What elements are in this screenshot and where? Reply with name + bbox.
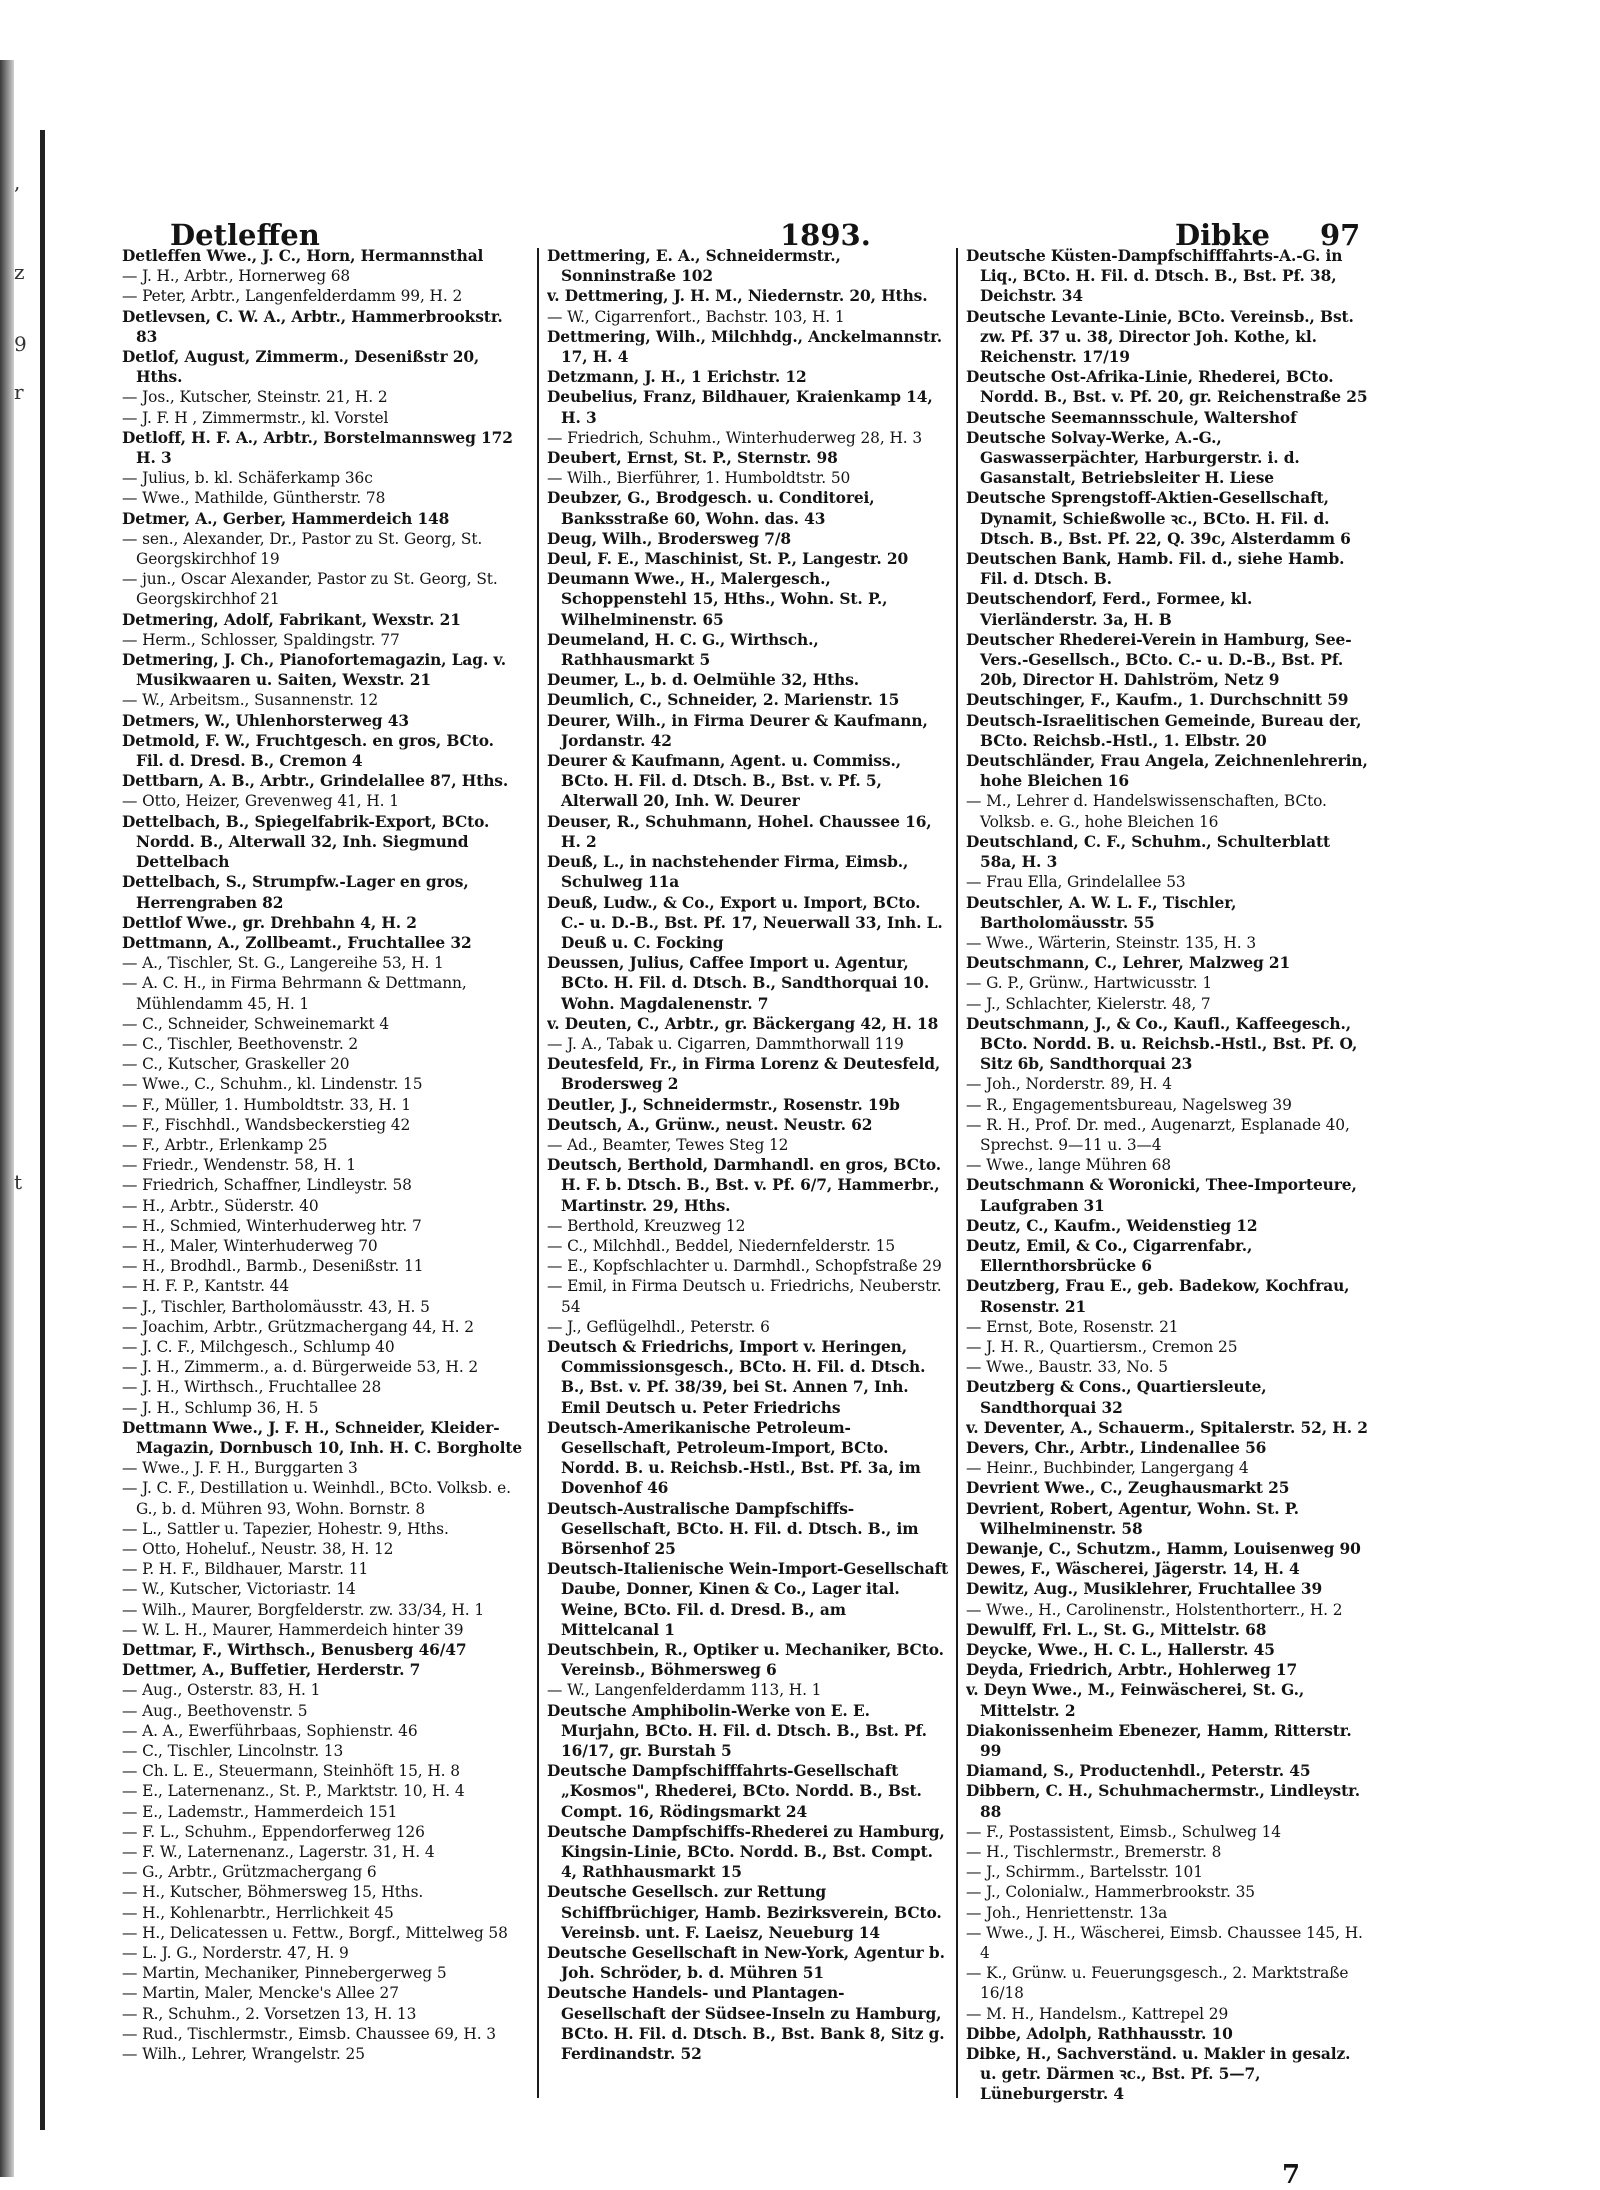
directory-entry: Deutsch, Berthold, Darmhandl. en gros, BCto. H. F. b. Dtsch. B., Bst. v. Pf. 6/7, Hammerbr., Martinstr. 29, Hths. — [547, 1156, 942, 1215]
directory-entry: — W. L. H., Maurer, Hammerdeich hinter 39 — [122, 1620, 464, 1639]
directory-entry: — H., Schmied, Winterhuderweg htr. 7 — [122, 1216, 422, 1235]
page-number: 97 — [1320, 218, 1361, 252]
directory-entry: Detlof, August, Zimmerm., Desenißstr 20, Hths. — [122, 348, 480, 387]
directory-entry: — J. H., Wirthsch., Fruchtallee 28 — [122, 1378, 382, 1397]
directory-entry: Deutsche Küsten-Dampfschifffahrts-A.-G. in Liq., BCto. H. Fil. d. Dtsch. B., Bst. Pf. 38, Deichstr. 34 — [966, 247, 1343, 306]
previous-page-rule — [40, 130, 45, 2130]
previous-page-edge — [0, 60, 44, 2177]
directory-entry: — Wwe., C., Schuhm., kl. Lindenstr. 15 — [122, 1075, 423, 1094]
directory-entry: Deutschländer, Frau Angela, Zeichnenlehrerin, hohe Bleichen 16 — [966, 752, 1368, 791]
directory-entry: Deutsche Handels- und Plantagen-Gesellschaft der Südsee-Inseln zu Hamburg, BCto. H. Fil. d. Dtsch. B., Bst. Bank 8, Sitz g. Ferdinandstr. 52 — [547, 1984, 945, 2064]
directory-entry: — H., Tischlermstr., Bremerstr. 8 — [966, 1843, 1222, 1862]
directory-entry: — C., Tischler, Beethovenstr. 2 — [122, 1034, 359, 1053]
directory-entry: Detmold, F. W., Fruchtgesch. en gros, BCto. Fil. d. Dresd. B., Cremon 4 — [122, 731, 494, 771]
directory-entry: Detmering, Adolf, Fabrikant, Wexstr. 21 — [122, 610, 461, 629]
directory-entry: Detzmann, J. H., 1 Erichstr. 12 — [547, 368, 807, 387]
directory-entry: — Ernst, Bote, Rosenstr. 21 — [966, 1317, 1179, 1336]
directory-entry: — J., Geflügelhdl., Peterstr. 6 — [547, 1317, 770, 1336]
directory-entry: — Joachim, Arbtr., Grützmachergang 44, H. 2 — [122, 1317, 474, 1336]
directory-entry: — Wwe., Wärterin, Steinstr. 135, H. 3 — [966, 933, 1257, 952]
directory-entry: Deyda, Friedrich, Arbtr., Hohlerweg 17 — [966, 1661, 1298, 1680]
directory-entry: — J., Schlachter, Kielerstr. 48, 7 — [966, 994, 1211, 1013]
directory-entry: Dibbern, C. H., Schuhmachermstr., Lindleystr. 88 — [966, 1782, 1360, 1821]
directory-entry: — H., Kutscher, Böhmersweg 15, Hths. — [122, 1883, 424, 1902]
directory-entry: — J. H., Arbtr., Hornerweg 68 — [122, 267, 351, 286]
directory-entry: — W., Cigarrenfort., Bachstr. 103, H. 1 — [547, 307, 845, 326]
directory-entry: Dibke, H., Sachverständ. u. Makler in gesalz. u. getr. Därmen ꝛc., Bst. Pf. 5—7, Lüneburgerstr. 4 — [966, 2045, 1351, 2104]
directory-entry: — Martin, Mechaniker, Pinnebergerweg 5 — [122, 1964, 447, 1983]
prev-page-glyph: t — [14, 1170, 23, 1194]
directory-entry: — C., Tischler, Lincolnstr. 13 — [122, 1742, 344, 1761]
directory-entry: Dettmar, F., Wirthsch., Benusberg 46/47 — [122, 1641, 467, 1660]
directory-entry: Detleffen Wwe., J. C., Horn, Hermannsthal — [122, 247, 484, 265]
directory-entry: — Wwe., J. H., Wäscherei, Eimsb. Chaussee 145, H. 4 — [966, 1923, 1363, 1963]
prev-page-glyph: 9 — [14, 332, 27, 356]
directory-entry: — J., Colonialw., Hammerbrookstr. 35 — [966, 1883, 1255, 1902]
running-head-right: Dibke — [1175, 218, 1270, 252]
directory-entry: Deussen, Julius, Caffee Import u. Agentur, BCto. H. Fil. d. Dtsch. B., Sandthorquai 10. Wohn. Magdalenenstr. 7 — [547, 954, 930, 1013]
directory-entry: — Friedrich, Schaffner, Lindleystr. 58 — [122, 1176, 412, 1195]
directory-entry: Deutz, C., Kaufm., Weidenstieg 12 — [966, 1216, 1258, 1235]
directory-entry: — F., Arbtr., Erlenkamp 25 — [122, 1135, 328, 1154]
page-edge-shadow — [0, 60, 14, 2177]
directory-entry: — P. H. F., Bildhauer, Marstr. 11 — [122, 1560, 369, 1579]
directory-entry: — H., Kohlenarbtr., Herrlichkeit 45 — [122, 1903, 394, 1922]
directory-entry: Deumlich, C., Schneider, 2. Marienstr. 15 — [547, 691, 900, 710]
directory-entry: Deutsch-Australische Dampfschiffs-Gesellschaft, BCto. H. Fil. d. Dtsch. B., im Börsenhof 25 — [547, 1499, 919, 1558]
directory-entry: — H., Maler, Winterhuderweg 70 — [122, 1236, 378, 1255]
directory-entry: Deutzberg, Frau E., geb. Badekow, Kochfrau, Rosenstr. 21 — [966, 1277, 1350, 1316]
directory-entry: — F. L., Schuhm., Eppendorferweg 126 — [122, 1822, 425, 1841]
directory-entry: — C., Schneider, Schweinemarkt 4 — [122, 1014, 390, 1033]
directory-entry: Deug, Wilh., Brodersweg 7/8 — [547, 529, 791, 548]
directory-entry: Detlevsen, C. W. A., Arbtr., Hammerbrookstr. 83 — [122, 307, 503, 346]
directory-entry: Deutsche Solvay-Werke, A.-G., Gaswasserpächter, Harburgerstr. i. d. Gasanstalt, Betriebsleiter H. Liese — [966, 428, 1300, 488]
prev-page-glyph: r — [14, 380, 24, 404]
directory-entry: — W., Arbeitsm., Susannenstr. 12 — [122, 691, 379, 710]
directory-entry: Deutschland, C. F., Schuhm., Schulterblatt 58a, H. 3 — [966, 832, 1331, 872]
directory-entry: Deutz, Emil, & Co., Cigarrenfabr., Ellernthorsbrücke 6 — [966, 1236, 1253, 1276]
directory-entry: Deutsche Amphibolin-Werke von E. E. Murjahn, BCto. H. Fil. d. Dtsch. B., Bst. Pf. 16/17, gr. Burstah 5 — [547, 1701, 927, 1761]
directory-entry: Diakonissenheim Ebenezer, Hamm, Ritterstr. 99 — [966, 1721, 1352, 1761]
directory-entry: — sen., Alexander, Dr., Pastor zu St. Georg, St. Georgskirchhof 19 — [122, 529, 483, 569]
directory-entry: — Otto, Heizer, Grevenweg 41, H. 1 — [122, 792, 399, 811]
directory-entry: Deutschler, A. W. L. F., Tischler, Bartholomäusstr. 55 — [966, 893, 1237, 932]
directory-entry: Detmers, W., Uhlenhorsterweg 43 — [122, 711, 409, 730]
directory-entry: Deutschen Bank, Hamb. Fil. d., siehe Hamb. Fil. d. Dtsch. B. — [966, 550, 1345, 589]
directory-entry: — E., Laternenanz., St. P., Marktstr. 10, H. 4 — [122, 1782, 465, 1801]
directory-entry: Deubelius, Franz, Bildhauer, Kraienkamp 14, H. 3 — [547, 388, 933, 427]
directory-entry: Deutschinger, F., Kaufm., 1. Durchschnitt 59 — [966, 691, 1349, 710]
directory-entry: Dettlof Wwe., gr. Drehbahn 4, H. 2 — [122, 913, 417, 932]
running-head-left: Detleffen — [170, 218, 320, 252]
directory-entry: Detmering, J. Ch., Pianofortemagazin, Lag. v. Musikwaaren u. Saiten, Wexstr. 21 — [122, 651, 507, 690]
directory-entry: Deycke, Wwe., H. C. L., Hallerstr. 45 — [966, 1641, 1275, 1660]
directory-entry: Deurer & Kaufmann, Agent. u. Commiss., BCto. H. Fil. d. Dtsch. B., Bst. v. Pf. 5, Alterwall 20, Inh. W. Deurer — [547, 752, 902, 811]
directory-entry: — Wwe., lange Mühren 68 — [966, 1156, 1172, 1175]
directory-entry: Deutschendorf, Ferd., Formee, kl. Vierländerstr. 3a, H. B — [966, 590, 1253, 629]
column-divider — [537, 248, 539, 2098]
directory-entry: — H. F. P., Kantstr. 44 — [122, 1277, 290, 1296]
directory-entry: — W., Kutscher, Victoriastr. 14 — [122, 1580, 356, 1599]
directory-entry: — Wwe., J. F. H., Burggarten 3 — [122, 1459, 358, 1478]
directory-entry: Deutschmann, J., & Co., Kaufl., Kaffeegesch., BCto. Nordd. B. u. Reichsb.-Hstl., Bst. Pf. O, Sitz 6b, Sandthorquai 23 — [966, 1014, 1358, 1074]
running-head-year: 1893. — [780, 218, 871, 252]
directory-entry: Deuser, R., Schuhmann, Hohel. Chaussee 16, H. 2 — [547, 812, 932, 851]
directory-entry: — J., Schirmm., Bartelsstr. 101 — [966, 1863, 1203, 1882]
directory-entry: — A. A., Ewerführbaas, Sophienstr. 46 — [122, 1721, 418, 1740]
directory-entry: — Berthold, Kreuzweg 12 — [547, 1216, 746, 1235]
directory-entry: Dettmann Wwe., J. F. H., Schneider, Kleider-Magazin, Dornbusch 10, Inh. H. C. Borgholte — [122, 1418, 523, 1457]
directory-entry: Deutsch-Amerikanische Petroleum-Gesellschaft, Petroleum-Import, BCto. Nordd. B. u. Reichsb.-Hstl., Bst. Pf. 3a, im Dovenhof 46 — [547, 1418, 921, 1498]
directory-entry: — J., Tischler, Bartholomäusstr. 43, H. 5 — [122, 1297, 430, 1316]
column-2 — [547, 246, 949, 2106]
directory-entry: — H., Delicatessen u. Fettw., Borgf., Mittelweg 58 — [122, 1923, 508, 1942]
directory-entry: Dewes, F., Wäscherei, Jägerstr. 14, H. 4 — [966, 1560, 1300, 1579]
directory-entry: Deutschmann, C., Lehrer, Malzweg 21 — [966, 954, 1291, 973]
directory-entry: — M. H., Handelsm., Kattrepel 29 — [966, 2004, 1229, 2023]
directory-entry: Deutesfeld, Fr., in Firma Lorenz & Deutesfeld, Brodersweg 2 — [547, 1055, 941, 1094]
directory-entry: — A. C. H., in Firma Behrmann & Dettmann, Mühlendamm 45, H. 1 — [122, 974, 467, 1013]
directory-entry: Deutsch-Italienische Wein-Import-Gesellschaft Daube, Donner, Kinen & Co., Lager ital. Weine, BCto. Fil. d. Dresd. B., am Mittelcanal 1 — [547, 1560, 949, 1639]
directory-entry: v. Dettmering, J. H. M., Niedernstr. 20, Hths. — [547, 287, 928, 306]
directory-entry: — Wwe., Mathilde, Güntherstr. 78 — [122, 489, 386, 508]
directory-entry: — J. H., Zimmerm., a. d. Bürgerweide 53, H. 2 — [122, 1358, 479, 1377]
directory-entry: — F., Postassistent, Eimsb., Schulweg 14 — [966, 1822, 1281, 1841]
directory-entry: — jun., Oscar Alexander, Pastor zu St. Georg, St. Georgskirchhof 21 — [122, 570, 498, 609]
directory-entry: — F., Fischhdl., Wandsbeckerstieg 42 — [122, 1115, 411, 1134]
directory-entry: — J. A., Tabak u. Cigarren, Dammthorwall 119 — [547, 1034, 904, 1053]
directory-entry: — Frau Ella, Grindelallee 53 — [966, 873, 1186, 892]
directory-entry: Deutschmann & Woronicki, Thee-Importeure, Laufgraben 31 — [966, 1176, 1357, 1215]
directory-entry: — M., Lehrer d. Handelswissenschaften, BCto. Volksb. e. G., hohe Bleichen 16 — [966, 792, 1327, 831]
directory-entry: — H., Arbtr., Süderstr. 40 — [122, 1196, 319, 1215]
directory-entry: — Peter, Arbtr., Langenfelderdamm 99, H. 2 — [122, 287, 463, 306]
column-3 — [966, 246, 1368, 2106]
directory-entry: Deuß, L., in nachstehender Firma, Eimsb., Schulweg 11a — [547, 853, 909, 892]
directory-entry: Deutsch & Friedrichs, Import v. Heringen, Commissionsgesch., BCto. H. Fil. d. Dtsch. B., Bst. v. Pf. 38/39, bei St. Annen 7, Inh. Emil Deutsch u. Peter Friedrichs — [547, 1337, 926, 1417]
directory-entry: Dettmer, A., Buffetier, Herderstr. 7 — [122, 1661, 421, 1680]
directory-entry: Detloff, H. F. A., Arbtr., Borstelmannsweg 172 H. 3 — [122, 428, 513, 468]
directory-entry: Deurer, Wilh., in Firma Deurer & Kaufmann, Jordanstr. 42 — [547, 711, 928, 750]
directory-entry: — E., Kopfschlachter u. Darmhdl., Schopfstraße 29 — [547, 1257, 942, 1276]
directory-entry: Dettelbach, B., Spiegelfabrik-Export, BCto. Nordd. B., Alterwall 32, Inh. Siegmund Dettelbach — [122, 812, 490, 872]
directory-entry: Deutler, J., Schneidermstr., Rosenstr. 19b — [547, 1095, 900, 1114]
directory-entry: Deutsche Dampfschifffahrts-Gesellschaft „Kosmos", Rhederei, BCto. Nordd. B., Bst. Compt. 16, Rödingsmarkt 24 — [547, 1762, 922, 1821]
directory-entry: — K., Grünw. u. Feuerungsgesch., 2. Marktstraße 16/18 — [966, 1964, 1349, 2003]
directory-entry: Dettmering, E. A., Schneidermstr., Sonninstraße 102 — [547, 247, 841, 286]
directory-entry: Dettelbach, S., Strumpfw.-Lager en gros, Herrengraben 82 — [122, 873, 469, 912]
directory-entry: Devrient, Robert, Agentur, Wohn. St. P. Wilhelminenstr. 58 — [966, 1499, 1299, 1538]
directory-entry: — Wilh., Maurer, Borgfelderstr. zw. 33/34, H. 1 — [122, 1600, 485, 1619]
column-divider — [956, 248, 958, 2098]
directory-entry: Deutsche Seemannsschule, Waltershof — [966, 408, 1297, 427]
directory-entry: — Jos., Kutscher, Steinstr. 21, H. 2 — [122, 388, 388, 407]
directory-entry: Deul, F. E., Maschinist, St. P., Langestr. 20 — [547, 550, 909, 569]
directory-entry: — A., Tischler, St. G., Langereihe 53, H. 1 — [122, 954, 444, 973]
directory-entry: — J. C. F., Destillation u. Weinhdl., BCto. Volksb. e. G., b. d. Mühren 93, Wohn. Bornstr. 8 — [122, 1479, 511, 1518]
directory-entry: Deutsche Dampfschiffs-Rhederei zu Hamburg, Kingsin-Linie, BCto. Nordd. B., Bst. Compt. 4, Rathhausmarkt 15 — [547, 1822, 945, 1882]
directory-entry: Dewitz, Aug., Musiklehrer, Fruchtallee 39 — [966, 1580, 1323, 1599]
directory-entry: — G. P., Grünw., Hartwicusstr. 1 — [966, 974, 1213, 993]
directory-entry: — E., Lademstr., Hammerdeich 151 — [122, 1802, 398, 1821]
directory-entry: — J. H. R., Quartiersm., Cremon 25 — [966, 1337, 1238, 1356]
directory-entry: — J. H., Schlump 36, H. 5 — [122, 1398, 319, 1417]
directory-entry: Devers, Chr., Arbtr., Lindenallee 56 — [966, 1438, 1267, 1457]
directory-entry: Diamand, S., Productenhdl., Peterstr. 45 — [966, 1762, 1311, 1781]
directory-entry: — L., Sattler u. Tapezier, Hohestr. 9, Hths. — [122, 1519, 449, 1538]
directory-entry: v. Deventer, A., Schauerm., Spitalerstr. 52, H. 2 — [966, 1418, 1368, 1437]
prev-page-glyph: , — [14, 170, 21, 194]
directory-entry: Deumer, L., b. d. Oelmühle 32, Hths. — [547, 671, 860, 690]
directory-entry: — C., Milchhdl., Beddel, Niedernfelderstr. 15 — [547, 1236, 896, 1255]
directory-entry: v. Deuten, C., Arbtr., gr. Bäckergang 42, H. 18 — [547, 1014, 939, 1033]
directory-entry: — Julius, b. kl. Schäferkamp 36c — [122, 469, 373, 488]
directory-entry: Dibbe, Adolph, Rathhausstr. 10 — [966, 2024, 1233, 2043]
directory-entry: Deutscher Rhederei-Verein in Hamburg, See-Vers.-Gesellsch., BCto. C.- u. D.-B., Bst. Pf. 20b, Director H. Dahlström, Netz 9 — [966, 630, 1352, 690]
directory-entry: Deutsche Gesellsch. zur Rettung Schiffbrüchiger, Hamb. Bezirksverein, BCto. Vereinsb. unt. F. Laeisz, Neueburg 14 — [547, 1883, 942, 1942]
directory-entry: — Ad., Beamter, Tewes Steg 12 — [547, 1135, 789, 1154]
directory-entry: Dewanje, C., Schutzm., Hamm, Louisenweg 90 — [966, 1540, 1361, 1558]
directory-entry: — F., Müller, 1. Humboldtstr. 33, H. 1 — [122, 1095, 411, 1114]
directory-entry: — Wwe., H., Carolinenstr., Holstenthorterr., H. 2 — [966, 1600, 1343, 1619]
directory-entry: Devrient Wwe., C., Zeughausmarkt 25 — [966, 1479, 1290, 1498]
directory-entry: — Wwe., Baustr. 33, No. 5 — [966, 1358, 1168, 1377]
directory-entry: — L. J. G., Norderstr. 47, H. 9 — [122, 1944, 349, 1963]
directory-entry: — Ch. L. E., Steuermann, Steinhöft 15, H. 8 — [122, 1762, 460, 1781]
directory-entry: Dettmann, A., Zollbeamt., Fruchtallee 32 — [122, 933, 472, 952]
directory-entry: Deutsche Levante-Linie, BCto. Vereinsb., Bst. zw. Pf. 37 u. 38, Director Joh. Kothe, kl. Reichenstr. 17/19 — [966, 307, 1354, 367]
directory-entry: Dettbarn, A. B., Arbtr., Grindelallee 87, Hths. — [122, 772, 509, 791]
directory-entry: Deutsch, A., Grünw., neust. Neustr. 62 — [547, 1115, 873, 1134]
directory-entry: Deuß, Ludw., & Co., Export u. Import, BCto. C.- u. D.-B., Bst. Pf. 17, Neuerwall 33, Inh. L. Deuß u. C. Focking — [547, 893, 943, 952]
directory-entry: Deutsche Gesellschaft in New-York, Agentur b. Joh. Schröder, b. d. Mühren 51 — [547, 1944, 945, 1983]
prev-page-glyph: z — [14, 260, 25, 284]
directory-entry: — Aug., Beethovenstr. 5 — [122, 1701, 308, 1720]
directory-entry: — J. C. F., Milchgesch., Schlump 40 — [122, 1337, 395, 1356]
directory-entry: v. Deyn Wwe., M., Feinwäscherei, St. G., Mittelstr. 2 — [966, 1681, 1305, 1720]
directory-entry: — Rud., Tischlermstr., Eimsb. Chaussee 69, H. 3 — [122, 2024, 496, 2043]
directory-page — [60, 150, 1380, 2190]
directory-entry: Deubert, Ernst, St. P., Sternstr. 98 — [547, 449, 838, 468]
directory-entry: — W., Langenfelderdamm 113, H. 1 — [547, 1681, 822, 1700]
directory-entry: — Martin, Maler, Mencke's Allee 27 — [122, 1984, 399, 2003]
directory-entry: Deumeland, H. C. G., Wirthsch., Rathhausmarkt 5 — [547, 630, 819, 670]
directory-entry: — C., Kutscher, Graskeller 20 — [122, 1055, 350, 1074]
directory-entry: — J. F. H , Zimmermstr., kl. Vorstel — [122, 408, 389, 427]
column-1 — [122, 246, 524, 2106]
directory-entry: — Herm., Schlosser, Spaldingstr. 77 — [122, 630, 400, 649]
directory-entry: Dettmering, Wilh., Milchhdg., Anckelmannstr. 17, H. 4 — [547, 327, 942, 367]
directory-entry: — Heinr., Buchbinder, Langergang 4 — [966, 1459, 1249, 1478]
directory-entry: Dewulff, Frl. L., St. G., Mittelstr. 68 — [966, 1620, 1267, 1639]
directory-entry: — Friedr., Wendenstr. 58, H. 1 — [122, 1156, 356, 1175]
directory-entry: — Wilh., Bierführer, 1. Humboldtstr. 50 — [547, 469, 851, 488]
directory-entry: — Joh., Henriettenstr. 13a — [966, 1903, 1168, 1922]
directory-entry: — R., Engagementsbureau, Nagelsweg 39 — [966, 1095, 1292, 1114]
directory-entry: Deutzberg & Cons., Quartiersleute, Sandthorquai 32 — [966, 1378, 1267, 1417]
directory-entry: Deumann Wwe., H., Malergesch., Schoppenstehl 15, Hths., Wohn. St. P., Wilhelminenstr. 65 — [547, 570, 888, 629]
directory-entry: — Wilh., Lehrer, Wrangelstr. 25 — [122, 2045, 365, 2064]
directory-entry: — R., Schuhm., 2. Vorsetzen 13, H. 13 — [122, 2004, 417, 2023]
directory-entry: — H., Brodhdl., Barmb., Desenißstr. 11 — [122, 1257, 424, 1276]
directory-entry: — G., Arbtr., Grützmachergang 6 — [122, 1863, 377, 1882]
directory-entry: — Emil, in Firma Deutsch u. Friedrichs, Neuberstr. 54 — [547, 1277, 942, 1316]
directory-entry: Deutsche Ost-Afrika-Linie, Rhederei, BCto. Nordd. B., Bst. v. Pf. 20, gr. Reichenstraße 25 — [966, 368, 1368, 407]
sheet-signature: 7 — [1282, 2160, 1301, 2190]
directory-entry: Deubzer, G., Brodgesch. u. Conditorei, Banksstraße 60, Wohn. das. 43 — [547, 489, 875, 528]
directory-entry: — F. W., Laternenanz., Lagerstr. 31, H. 4 — [122, 1843, 435, 1862]
directory-entry: — Friedrich, Schuhm., Winterhuderweg 28, H. 3 — [547, 428, 923, 447]
directory-entry: Deutsch-Israelitischen Gemeinde, Bureau der, BCto. Reichsb.-Hstl., 1. Elbstr. 20 — [966, 711, 1362, 750]
directory-entry: Detmer, A., Gerber, Hammerdeich 148 — [122, 509, 450, 528]
directory-entry: — Aug., Osterstr. 83, H. 1 — [122, 1681, 321, 1700]
directory-entry: — Joh., Norderstr. 89, H. 4 — [966, 1075, 1172, 1094]
directory-entry: Deutschbein, R., Optiker u. Mechaniker, BCto. Vereinsb., Böhmersweg 6 — [547, 1641, 944, 1680]
directory-entry: Deutsche Sprengstoff-Aktien-Gesellschaft, Dynamit, Schießwolle ꝛc., BCto. H. Fil. d. Dtsch. B., Bst. Pf. 22, Q. 39c, Alsterdamm 6 — [966, 489, 1351, 548]
directory-entry: — R. H., Prof. Dr. med., Augenarzt, Esplanade 40, Sprechst. 9—11 u. 3—4 — [966, 1115, 1350, 1154]
directory-entry: — Otto, Hoheluf., Neustr. 38, H. 12 — [122, 1540, 394, 1558]
